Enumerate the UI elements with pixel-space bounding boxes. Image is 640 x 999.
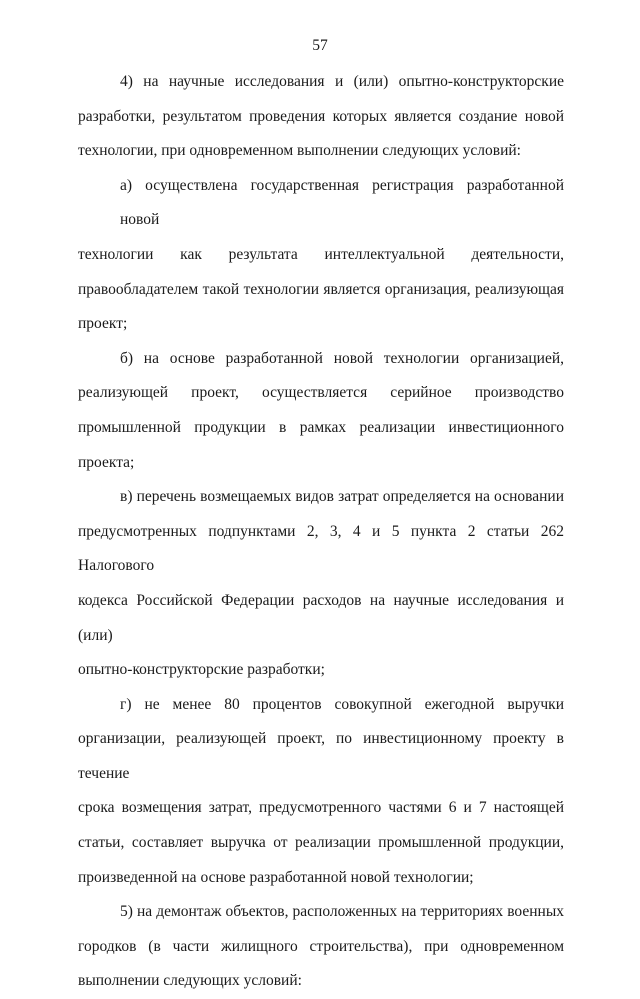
text-line: срока возмещения затрат, предусмотренного частями 6 и 7 настоящей [78, 799, 564, 817]
document-body [78, 65, 564, 999]
text-line: опытно-конструкторские разработки; [78, 661, 325, 679]
paragraph-item-5 [78, 895, 564, 999]
text-line: правообладателем такой технологии является организация, реализующая [78, 280, 564, 298]
text-line: статьи, составляет выручка от реализации промышленной продукции, [78, 834, 564, 852]
text-line: реализующей проект, осуществляется серийное производство [78, 384, 564, 402]
text-line: б) на основе разработанной новой технологии организацией, [120, 349, 564, 367]
text-line: разработки, результатом проведения которых является создание новой [78, 107, 564, 125]
text-line: проект; [78, 315, 128, 333]
text-line: в) перечень возмещаемых видов затрат определяется на основании [120, 488, 564, 506]
text-line: городков (в части жилищного строительства), при одновременном [78, 937, 564, 955]
text-line: промышленной продукции в рамках реализации инвестиционного проекта; [78, 418, 564, 471]
text-line: произведенной на основе разработанной новой технологии; [78, 868, 474, 886]
paragraph-item-4 [78, 65, 564, 169]
text-line: технологии как результата интеллектуальной деятельности, [78, 245, 564, 263]
text-line: 5) на демонтаж объектов, расположенных на территориях военных [120, 903, 564, 921]
text-line: выполнении следующих условий: [78, 972, 302, 990]
text-line: кодекса Российской Федерации расходов на научные исследования и (или) [78, 591, 564, 644]
text-line: г) не менее 80 процентов совокупной ежегодной выручки [120, 695, 564, 713]
paragraph-subitem-a [78, 169, 564, 342]
page-number: 57 [312, 37, 328, 54]
text-line: 4) на научные исследования и (или) опытно-конструкторские [120, 73, 564, 90]
text-line: предусмотренных подпунктами 2, 3, 4 и 5 пункта 2 статьи 262 Налогового [78, 522, 564, 575]
paragraph-subitem-v [78, 480, 564, 688]
text-line: технологии, при одновременном выполнении следующих условий: [78, 142, 521, 160]
paragraph-subitem-g [78, 688, 564, 896]
text-line: а) осуществлена государственная регистрация разработанной новой [120, 176, 564, 229]
paragraph-subitem-b [78, 342, 564, 480]
text-line: организации, реализующей проект, по инвестиционному проекту в течение [78, 730, 564, 782]
